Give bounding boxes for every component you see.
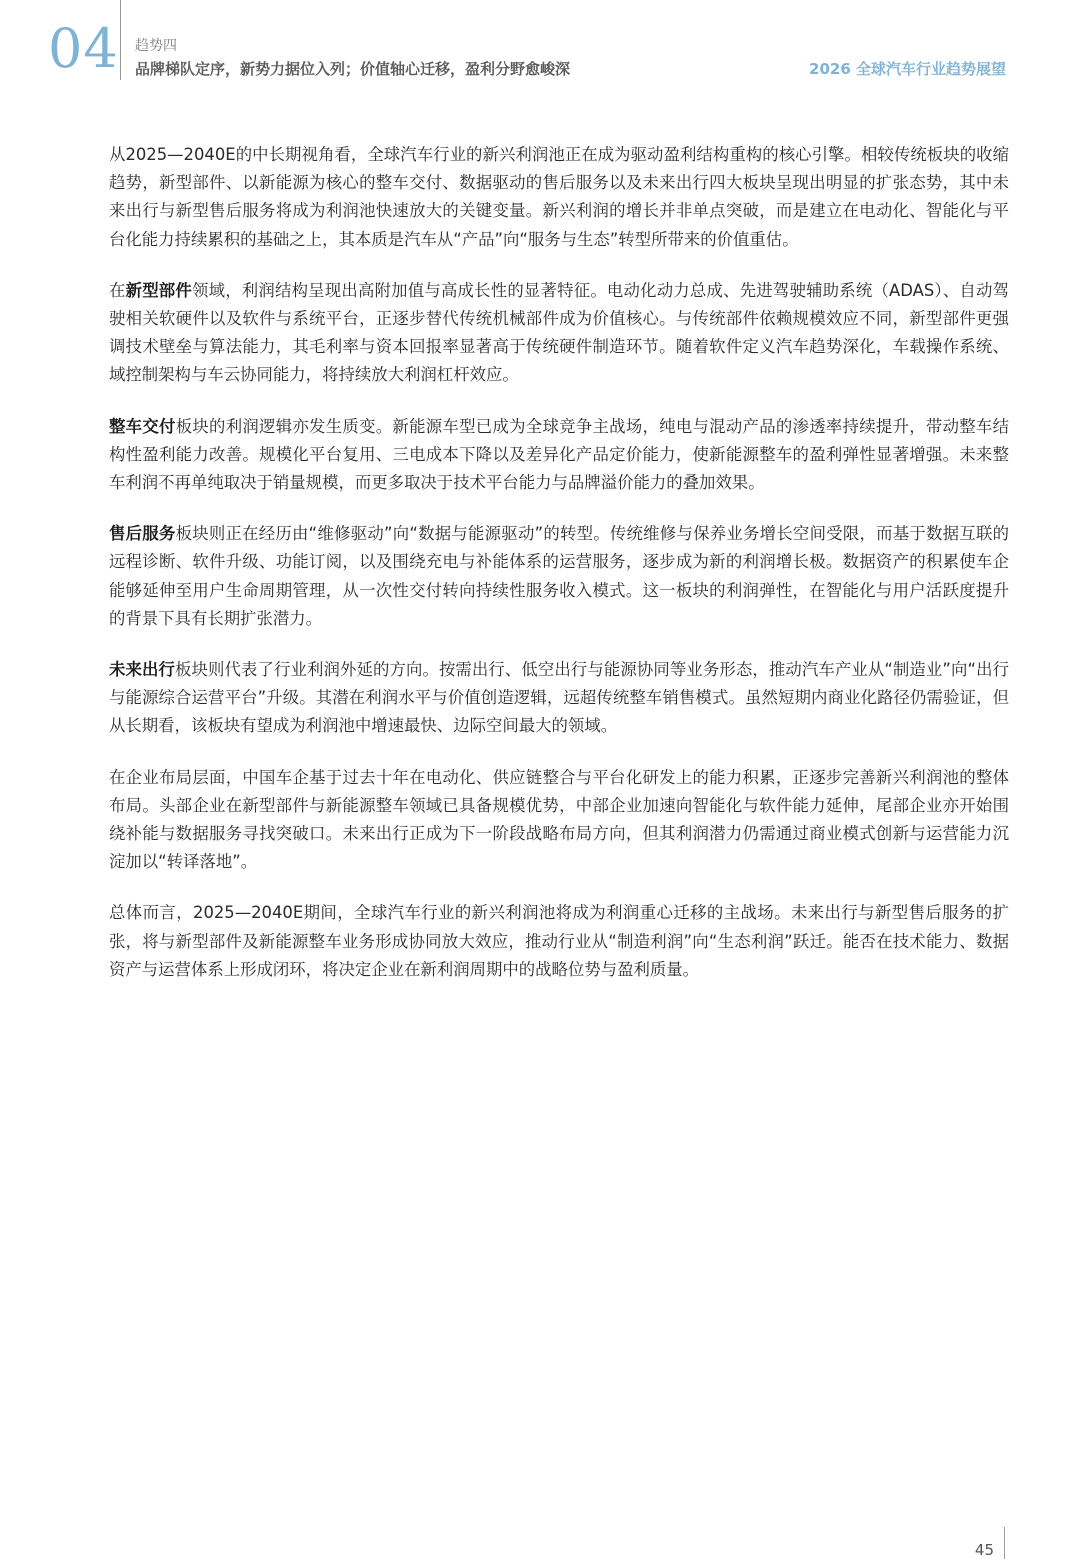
paragraph-text: 板块的利润逻辑亦发生质变。新能源车型已成为全球竞争主战场，纯电与混动产品的渗透率持续提升，带动整车结构性盈利能力改善。规模化平台复用、三电成本下降以及差异化产品定价能力，使新能源整车的盈利弹性显著增强。未来整车利润不再单纯取决于销量规模，而更多取决于技术平台能力与品牌溢价能力的叠加效果。 [109,416,1009,493]
paragraph-vehicle-delivery [109,413,1009,498]
paragraph-enterprise-layout [109,764,1009,877]
chapter-number: 04 [48,17,119,80]
page-number: 45 [974,1541,994,1559]
article-body [109,141,1009,1007]
footer-divider [1004,1527,1005,1559]
paragraph-prefix: 在 [109,280,126,300]
keyword-after-sales: 售后服务 [109,524,176,544]
paragraph-text: 在企业布局层面，中国车企基于过去十年在电动化、供应链整合与平台化研发上的能力积累，正逐步完善新兴利润池的整体布局。头部企业在新型部件与新能源整车领域已具备规模优势，中部企业加速向智能化与软件能力延伸，尾部企业亦开始围绕补能与数据服务寻找突破口。未来出行正成为下一阶段战略布局方向，但其利润潜力仍需通过商业模式创新与运营能力沉淀加以“转译落地”。 [109,767,1009,872]
paragraph-text: 板块则代表了行业利润外延的方向。按需出行、低空出行与能源协同等业务形态，推动汽车产业从“制造业”向“出行与能源综合运营平台”升级。其潜在利润水平与价值创造逻辑，远超传统整车销售模式。虽然短期内商业化路径仍需验证，但从长期看，该板块有望成为利润池中增速最快、边际空间最大的领域。 [109,660,1010,736]
paragraph-text: 总体而言，2025—2040E期间，全球汽车行业的新兴利润池将成为利润重心迁移的主战场。未来出行与新型售后服务的扩张，将与新型部件及新能源整车业务形成协同放大效应，推动行业从“制造利润”向“生态利润”跃迁。能否在技术能力、数据资产与运营体系上形成闭环，将决定企业在新利润周期中的战略位势与盈利质量。 [109,903,1009,979]
paragraph-text: 领域，利润结构呈现出高附加值与高成长性的显著特征。电动化动力总成、先进驾驶辅助系统（ADAS）、自动驾驶相关软硬件以及软件与系统平台，正逐步替代传统机械部件成为价值核心。与传统部件依赖规模效应不同，新型部件更强调技术壁垒与算法能力，其毛利率与资本回报率显著高于传统硬件制造环节。随着软件定义汽车趋势深化，车载操作系统、域控制架构与车云协同能力，将持续放大利润杠杆效应。 [109,280,1010,385]
keyword-future-mobility: 未来出行 [109,660,175,680]
paragraph-conclusion [109,899,1009,984]
keyword-new-components: 新型部件 [125,280,192,300]
paragraph-intro [109,141,1009,254]
paragraph-text: 从2025—2040E的中长期视角看，全球汽车行业的新兴利润池正在成为驱动盈利结构重构的核心引擎。相较传统板块的收缩趋势，新型部件、以新能源为核心的整车交付、数据驱动的售后服务以及未来出行四大板块呈现出明显的扩张态势，其中未来出行与新型售后服务将成为利润池快速放大的关键变量。新兴利润的增长并非单点突破，而是建立在电动化、智能化与平台化能力持续累积的基础之上，其本质是汽车从“产品”向“服务与生态”转型所带来的价值重估。 [109,145,1009,249]
keyword-vehicle-delivery: 整车交付 [109,416,176,436]
report-title: 2026 全球汽车行业趋势展望 [809,60,1006,78]
paragraph-new-components [109,277,1009,390]
paragraph-text: 板块则正在经历由“维修驱动”向“数据与能源驱动”的转型。传统维修与保养业务增长空间受限，而基于数据互联的远程诊断、软件升级、功能订阅，以及围绕充电与补能体系的运营服务，逐步成为新的利润增长极。数据资产的积累使车企能够延伸至用户生命周期管理，从一次性交付转向持续性服务收入模式。这一板块的利润弹性，在智能化与用户活跃度提升的背景下具有长期扩张潜力。 [109,524,1009,628]
paragraph-after-sales [109,520,1009,633]
trend-label: 趋势四 [135,38,177,54]
header-divider [120,0,121,80]
trend-title: 品牌梯队定序，新势力据位入列；价值轴心迁移，盈利分野愈峻深 [135,60,571,78]
paragraph-future-mobility [109,656,1009,741]
